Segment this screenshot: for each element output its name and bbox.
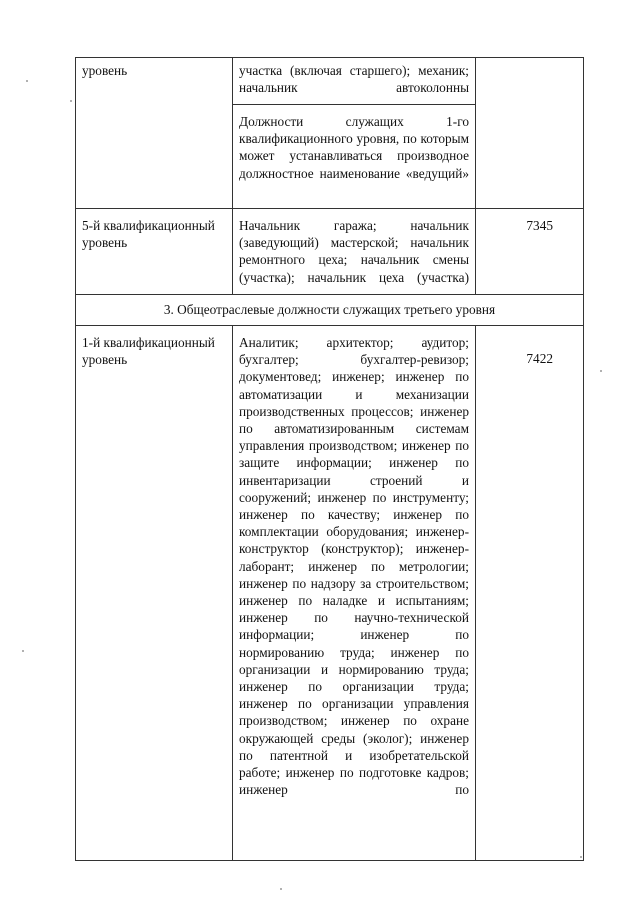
table-row [76, 294, 584, 325]
table-row [76, 326, 584, 861]
positions-table [75, 57, 584, 861]
scan-speck [26, 80, 28, 82]
code-cell [476, 209, 584, 295]
positions-text: Начальник гаража; начальник (заведующий) мастерской; начальник ремонтного цеха; начальник смены (участка); начальник цеха (участка) [239, 218, 469, 285]
code-cell [476, 326, 584, 861]
scan-speck [70, 100, 72, 102]
scan-speck [580, 856, 582, 858]
positions-cell [233, 58, 476, 105]
positions-text: Должности служащих 1-го квалификационного уровня, по которым может устанавливаться производное должностное наименование «ведущий» [239, 114, 469, 181]
positions-cell [233, 105, 476, 209]
positions-text: Аналитик; архитектор; аудитор; бухгалтер; бухгалтер-ревизор; документовед; инженер; инженер по автоматизации и механизации производственных процессов; инженер по автоматизированным системам управления производством; инженер по защите информации; инженер по инвентаризации строений и сооружений; инженер по инструменту; инженер по качеству; инженер по комплектации оборудования; инженер-конструктор (конструктор); инженер-лаборант; инженер по метрологии; инженер по надзору за строительством; инженер по наладке и испытаниям; инженер по научно-технической информации; инженер по нормированию труда; инженер по организации и нормированию труда; инженер по организации труда; инженер по организации управления производством; инженер по охране окружающей среды (эколог); инженер по патентной и изобретательской работе; инженер по подготовке кадров; инженер по [239, 335, 469, 798]
code-text: 7422 [526, 351, 553, 367]
scan-speck [22, 650, 24, 652]
section-heading: 3. Общеотраслевые должности служащих третьего уровня [163, 301, 496, 317]
section-heading-cell [76, 294, 584, 325]
positions-text: участка (включая старшего); механик; начальник автоколонны [239, 63, 469, 96]
qualification-level-cell [76, 326, 233, 861]
qualification-level-cell [76, 209, 233, 295]
qualification-level-text: 1-й квалификационный уровень [82, 335, 215, 368]
scan-speck [280, 888, 282, 890]
positions-cell [233, 209, 476, 295]
qualification-level-cell [76, 58, 233, 209]
scan-speck [600, 370, 602, 372]
qualification-level-text: уровень [82, 63, 128, 78]
table-row [76, 58, 584, 105]
qualification-level-text: 5-й квалификационный уровень [82, 218, 215, 251]
code-text: 7345 [526, 218, 553, 233]
positions-cell [233, 326, 476, 861]
table-row [76, 209, 584, 295]
code-cell [476, 58, 584, 209]
